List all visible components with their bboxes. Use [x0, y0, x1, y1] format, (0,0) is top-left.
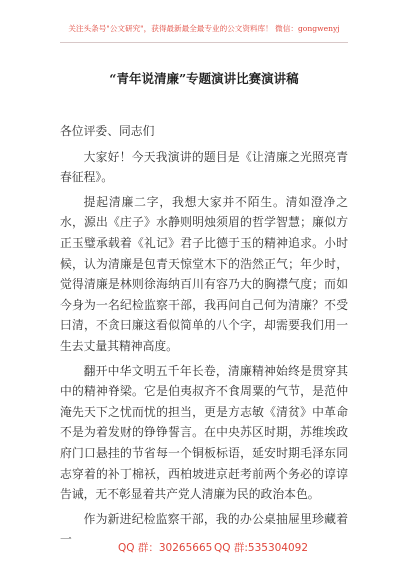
footer-qq-group-1: QQ 群：30265665	[118, 542, 213, 554]
paragraph-2: 提起清廉二字，我想大家并不陌生。清如澄净之水，源出《庄子》水静则明烛须眉的哲学智慧；廉似方正玉璧承载着《礼记》君子比德于玉的精神追求。小时候，认为清廉是包青天惊堂木下的浩然正气；年少时，觉得清廉是林则徐海纳百川有容乃大的胸襟气度；而如今身为一名纪检监察干部，我再问自己何为清廉？不受曰清，不贪曰廉这看似简单的八个字，却需要我们用一生去丈量其精神高度。	[60, 194, 348, 353]
paragraph-3: 翻开中华文明五千年长卷，清廉精神始终是贯穿其中的精神脊梁。它是伯夷叔齐不食周粟的气节，是范仲淹先天下之忧而忧的担当，更是方志敏《清贫》中革命不是为着发财的铮铮誓言。在中央苏区时期，苏维埃政府门口悬挂的节省每一个铜板标语，延安时期毛泽东同志穿着的补丁棉袄，西柏坡进京赶考前两个务必的谆谆告诫，无不彰显着共产党人清廉为民的政治本色。	[60, 363, 348, 502]
header-promo-note: 关注头条号"公文研究"，获得最新最全最专业的公文资料库！ 微信：gongwenyj	[68, 24, 340, 33]
footer	[0, 540, 408, 562]
salutation: 各位评委、同志们	[60, 124, 155, 138]
header-divider	[60, 42, 348, 43]
paragraph-intro: 大家好！今天我演讲的题目是《让清廉之光照亮青春征程》。	[60, 149, 348, 185]
document-body	[60, 121, 348, 554]
document-title: “青年说清廉”专题演讲比赛演讲稿	[109, 71, 299, 86]
paragraph-4: 作为新进纪检监察干部，我的办公桌抽屉里珍藏着一	[60, 511, 348, 547]
footer-qq-group-2: QQ 群:535304092	[214, 542, 309, 554]
